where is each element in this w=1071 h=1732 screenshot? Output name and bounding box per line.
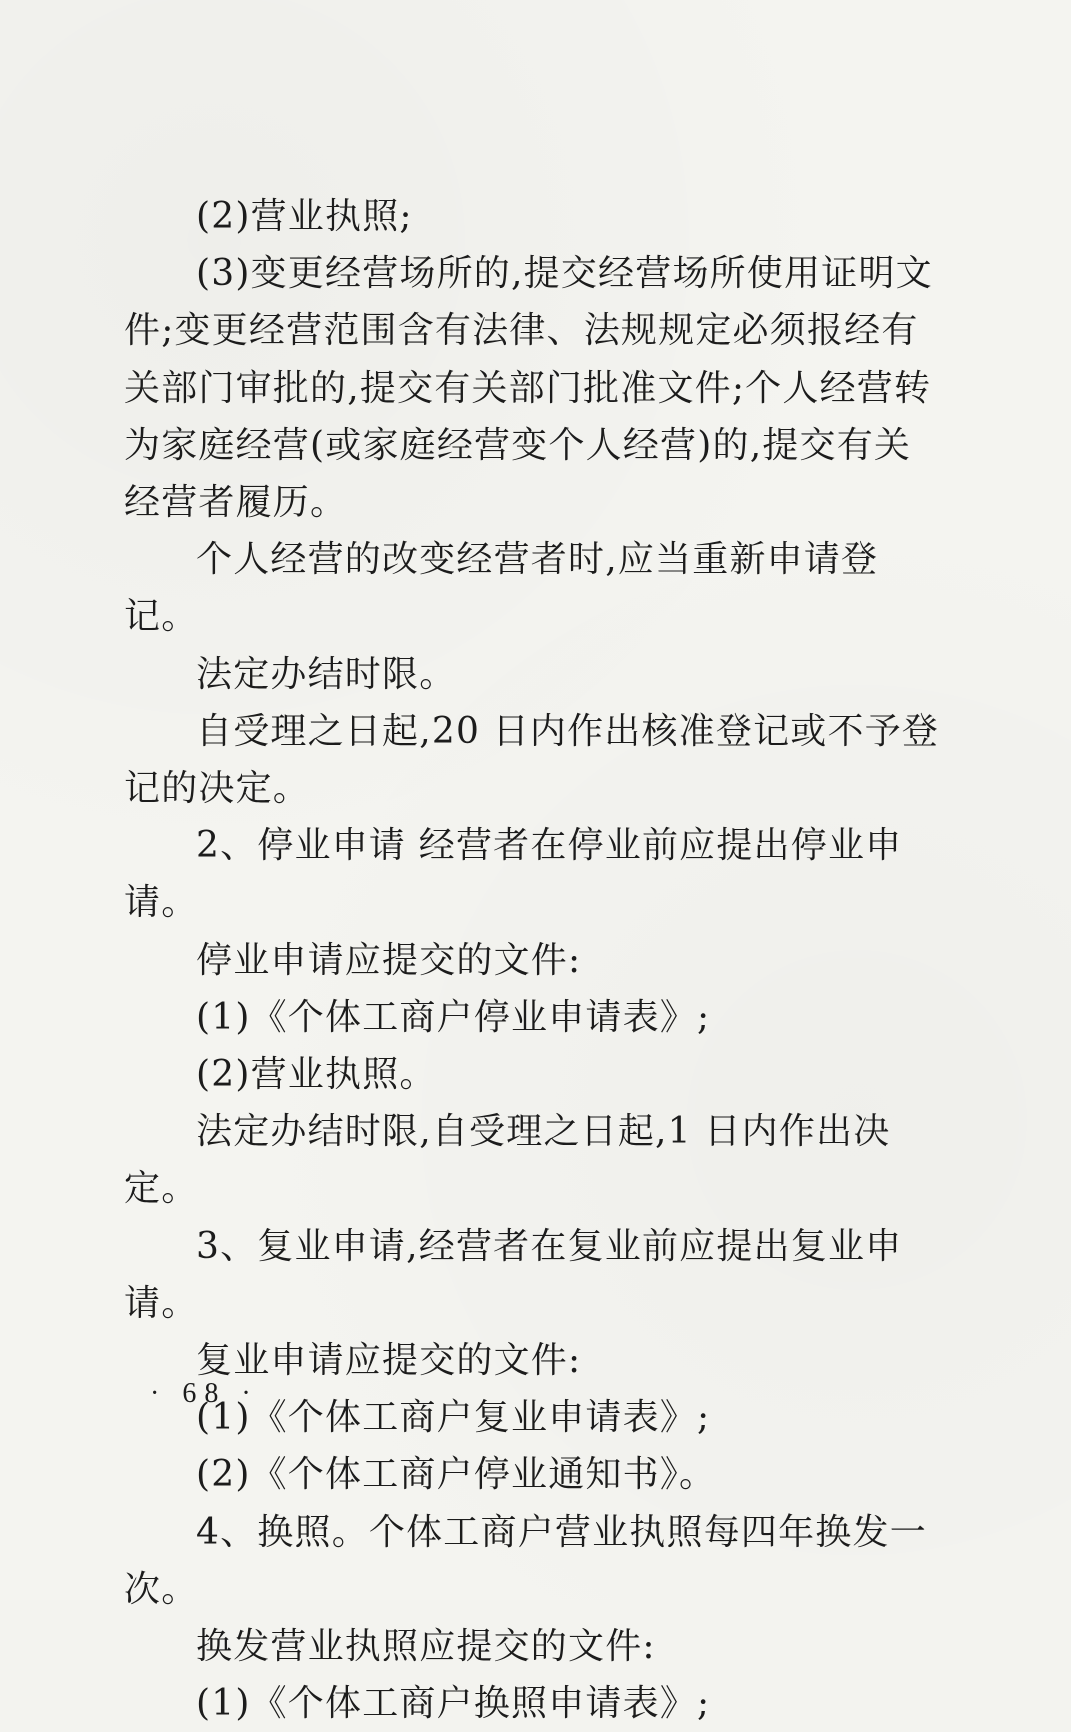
body-text (124, 188, 942, 1732)
paragraph-item-2-license: (2)营业执照; (196, 196, 413, 237)
paragraph-1-day-limit: 法定办结时限,自受理之日起,1 日内作出决定。 (124, 1111, 891, 1210)
paragraph-suspension-documents: 停业申请应提交的文件: (196, 939, 582, 981)
paragraph-resumption-documents: 复业申请应提交的文件: (196, 1340, 582, 1382)
list-item-renewal-form: (1)《个体工商户换照申请表》; (196, 1683, 711, 1725)
section-suspension-application: 2、停业申请 经营者在停业前应提出停业申请。 (124, 825, 903, 924)
paragraph-change-operator: 个人经营的改变经营者时,应当重新申请登记。 (124, 539, 879, 638)
list-item-business-license: (2)营业执照。 (196, 1054, 437, 1096)
paragraph-item-3-change-documents: (3)变更经营场所的,提交经营场所使用证明文件;变更经营范围含有法律、法规规定必须报经有关部门审批的,提交有关部门批准文件;个人经营转为家庭经营(或家庭经营变个人经营)的,提交有关经营者履历。 (124, 253, 933, 524)
list-item-suspension-form: (1)《个体工商户停业申请表》; (196, 996, 711, 1038)
section-license-renewal: 4、换照。个体工商户营业执照每四年换发一次。 (124, 1511, 927, 1610)
list-item-resumption-form: (1)《个体工商户复业申请表》; (196, 1397, 711, 1439)
page-number: · 68 · (150, 1378, 259, 1409)
paragraph-20-day-limit: 自受理之日起,20 日内作出核准登记或不予登记的决定。 (124, 710, 940, 810)
section-resumption-application: 3、复业申请,经营者在复业前应提出复业申请。 (124, 1225, 903, 1324)
paragraph-statutory-limit-heading: 法定办结时限。 (196, 653, 457, 695)
paragraph-renewal-documents: 换发营业执照应提交的文件: (196, 1626, 656, 1668)
list-item-suspension-notice: (2)《个体工商户停业通知书》。 (196, 1454, 717, 1496)
